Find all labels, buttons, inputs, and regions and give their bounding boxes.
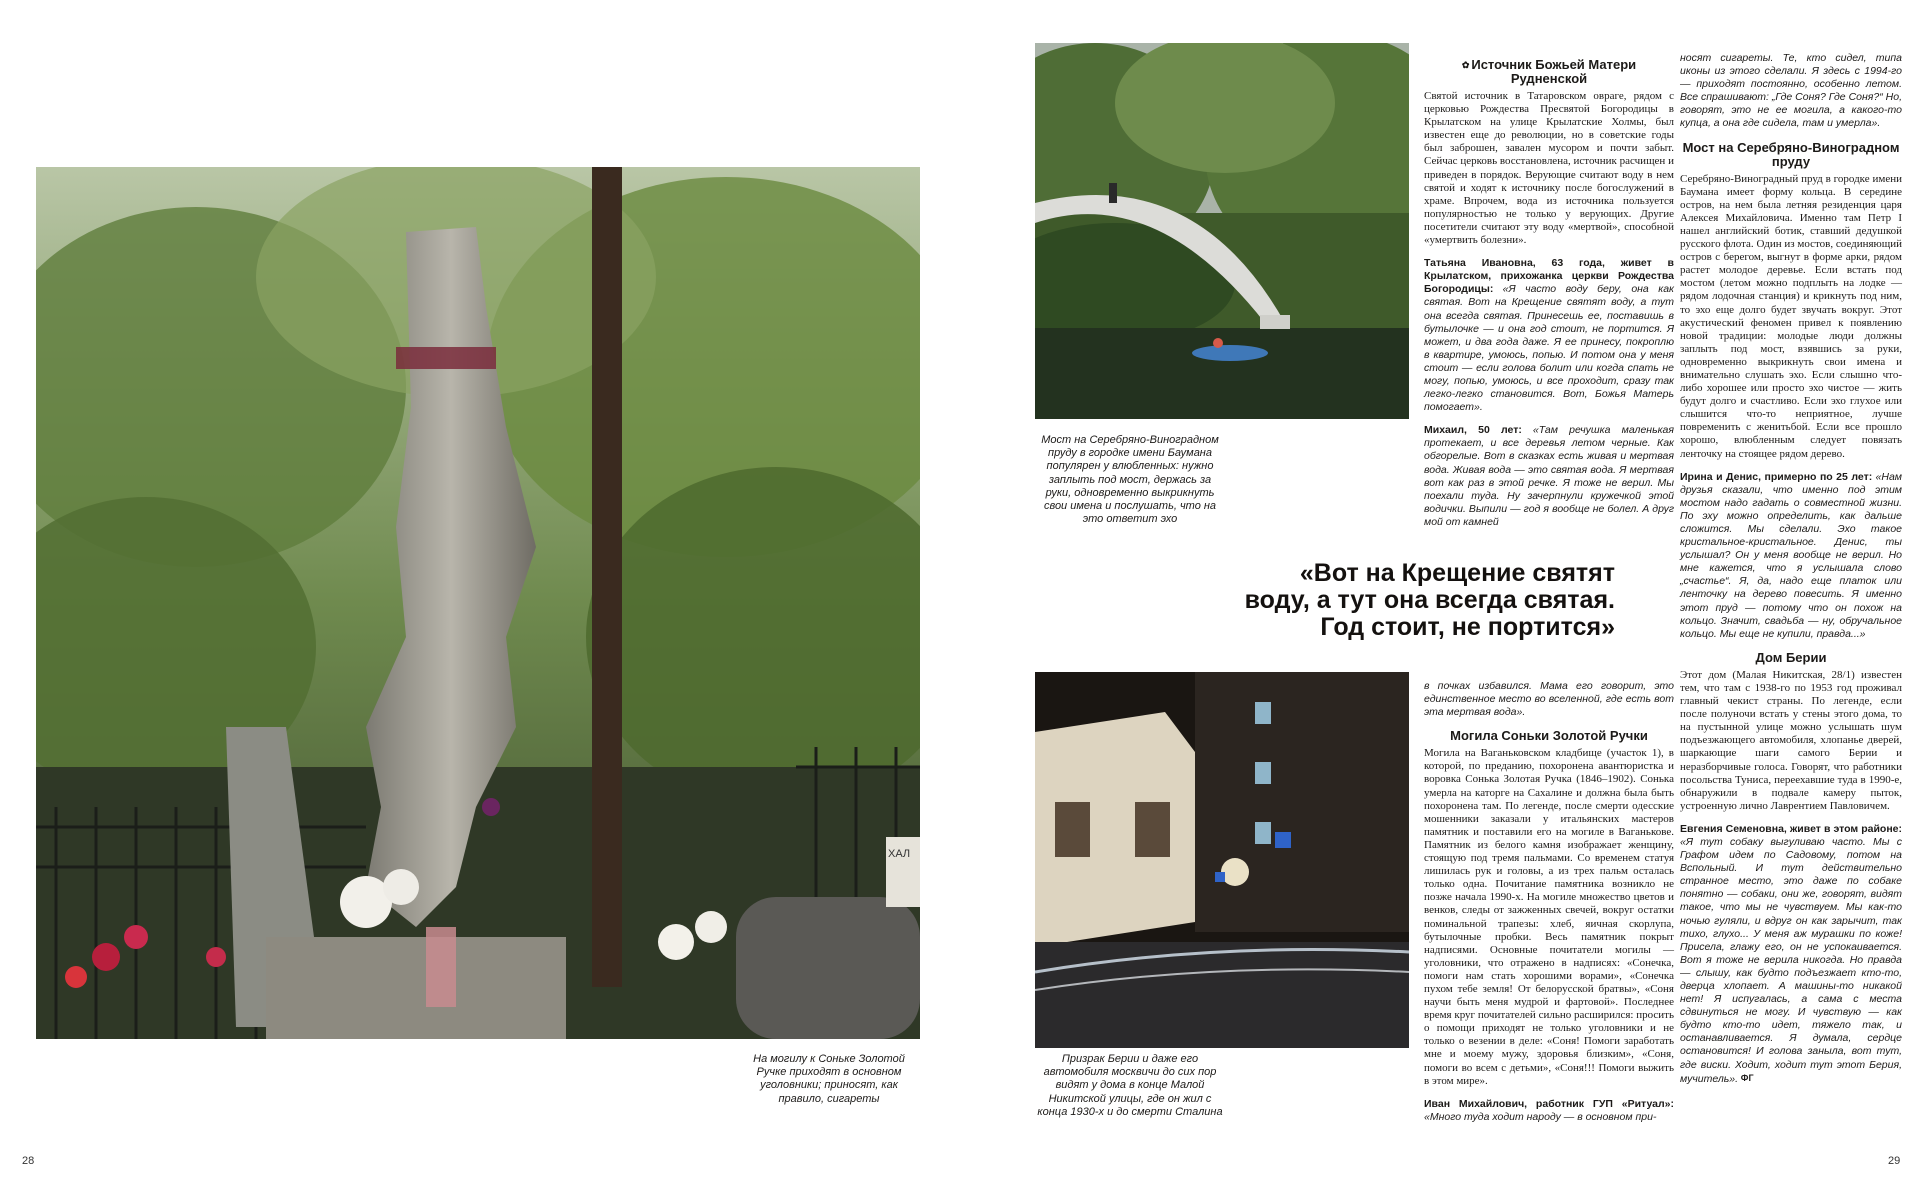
headstone-sign: ХАЛ (888, 848, 911, 860)
pull-quote: «Вот на Крещение святят воду, а тут она всегда святая. Год стоит, не портится» (1244, 559, 1615, 641)
quote-evgenia (1680, 823, 1902, 1086)
end-mark-logo: ФГ (1740, 1072, 1754, 1083)
quote-text-ivan: «Много туда ходит народу — в основном при- (1424, 1110, 1657, 1123)
page-number-right: 29 (1888, 1155, 1901, 1167)
heading-source-rudnenskaya: ✿ Источник Божьей Матери Рудненской (1461, 57, 1637, 86)
paragraph-sonka: Могила на Ваганьковском кладбище (участок 1), в которой, по преданию, похоронена авантюристка и воровка Сонька Золотая Ручка (1846–1902). Сонька умерла на каторге на Сахалине и должна была быть похоронена там. По легенде, после смерти одесские мошенники заказали у итальянских мастеров памятник и поставили его на могиле в Ваганькове. Памятник из белого камня изображает женщину, стоящую под тремя пальмами. Со временем статуя лишилась рук и головы, а из трех пальм осталась только одна. Почитание памятника возникло не позже начала 1990-х. На могиле множество цветов и венков, следы от зажженных свечей, вокруг остатки поминальной трапезы: хлеб, яичная скорлупа, бутылочные пробки. Весь памятник покрыт надписями. Основные почитатели могилы — уголовники, что отражено в надписях: «Сонечка, помоги нам стать хорошими ворами», «Сонечка пухом тебе земля! От белорусской братвы», «Соня научи быть меня мудрой и фартовой». Последнее время круг почитателей сильно расширился: просить о помощи приходят не только уголовники и не только о везении в деле: «Соня! Помоги заработать мне и моему мужу, здоровья близким», «Соня, помоги во всем с детьми», «Соня!!! Помоги выжить в этом мире». (1424, 747, 1674, 1087)
page-number-left: 28 (22, 1155, 35, 1167)
paragraph-beria: Этот дом (Малая Никитская, 28/1) известен тем, что там с 1938-го по 1953 год проживал главный чекист страны. По легенде, если после полуночи встать у стены этого дома, то на пустынной улице можно услышать шум подъезжающего автомобиля, хлопанье дверей, шаркающие шаги самого Берии и неразборчивые голоса. Говорят, что работники посольства Туниса, переехавшие туда в 1990-е, обнаружили в подвале камеру пыток, устроенную лично Лаврентием Павловичем. (1680, 668, 1902, 812)
bridge-photo (1035, 43, 1409, 419)
magazine-logo-icon: ✿ (1461, 60, 1470, 70)
house-caption: Призрак Берии и даже его автомобиля москвичи до сих пор видят у дома в конце Малой Никитской улицы, где он жил с конца 1930-х и до смерти Сталина (1037, 1053, 1223, 1118)
speaker-evgenia: Евгения Семеновна, живет в этом районе: (1680, 822, 1902, 835)
quote-text-evgenia: «Я тут собаку выгуливаю часто. Мы с Графом идем по Садовому, потом на Вспольный. И тут действительно странное место, это даже по собаке понятно — собаки, они же, говорят, видят такое, что мы не чувствуем. Мы как-то ночью гуляли, и вдруг он как зарычит, так тихо, глухо... У меня аж мурашки по коже! Присела, глажу его, он не успокаивается. Вот я тоже не верила никогда. Но правда — слышу, как будто подъезжает кто-то, дверца хлопает. А машины-то никакой нет! Я испугалась, а сама с места сдвинуться не могу. И чувствую — как будто кто-то идет, тяжело так, и останавливается. Я думала, сердце остановится! И голова заныла, вот тут, где виски. Ходит, ходит тут этот Берия, мучитель». (1680, 835, 1902, 1085)
quote-mikhail (1424, 424, 1674, 529)
quote-text-mikhail: «Там речушка маленькая протекает, и все деревья летом черные. Как обгорелые. Вот в сказках есть живая и мертвая вода. Живая вода — это святая вода. Я мертвая вот как раз в этой речке. Я тоже не верил. Мы поехали туда. Ну зачерпнули кружечкой этой водички. Выпили — год я вообще не болел. А друг мой от камней (1424, 424, 1675, 528)
quote-mikhail-cont: в почках избавился. Мама его говорит, это единственное место во вселенной, где есть вот эта мертвая вода». (1424, 680, 1674, 719)
article-column-1-lower (1424, 680, 1674, 1134)
quote-text-tatiana: «Я часто воду беру, она как святая. Вот на Крещение святят воду, а тут она всегда святая. Принесешь ее, поставишь в бутылочке — и она год стоит, не портится. Я может, и два года даже. Я ее принесу, покроплю в квартире, умоюсь, попью. И потом она у меня стоит — если голова болит или когда спать не могу, попью, умоюсь, и все проходит, сразу так легко-легко становится. Вот, Божья Матерь помогает». (1424, 283, 1675, 414)
house-photo (1035, 672, 1409, 1048)
quote-ivan (1424, 1098, 1674, 1124)
paragraph-source: Святой источник в Татаровском овраге, рядом с церковью Рождества Пресвятой Богородицы в Крылатском на улице Крылатские Холмы, был известен еще до революции, но в советские годы был заброшен, завален мусором и почти забыт. Сейчас церковь восстановлена, источник расчищен и приведен в порядок. Верующие считают воду в нем святой и ходят к источнику после богослужений в храме. Впрочем, вода из источника пользуется популярностью не только у верующих. Другие посетители считают эту воду «мертвой», способной «умертвить болезни». (1424, 90, 1674, 247)
grave-caption: На могилу к Соньке Золотой Ручке приходят в основном уголовники; приносят, как правило, сигареты (753, 1053, 905, 1105)
speaker-irina: Ирина и Денис, примерно по 25 лет: (1680, 470, 1873, 483)
speaker-mikhail: Михаил, 50 лет: (1424, 424, 1522, 437)
speaker-ivan: Иван Михайлович, работник ГУП «Ритуал»: (1424, 1097, 1674, 1110)
article-column-1 (1424, 52, 1674, 552)
speaker-tatiana: Татьяна Ивановна, 63 года, живет в Крылатском, прихожанка церкви Рождества Богородицы: (1424, 257, 1674, 296)
heading-beria-house: Дом Берии (1755, 649, 1827, 665)
quote-irina (1680, 471, 1902, 641)
bridge-caption: Мост на Серебряно-Виноградном пруду в городке имени Баумана популярен у влюбленных: нужно заплыть под мост, держась за руки, одновременно выкрикнуть свои имена и послушать, что на это ответит эхо (1041, 434, 1219, 526)
article-column-2 (1680, 52, 1902, 1096)
grave-photo (36, 167, 920, 1039)
quote-text-irina: «Нам друзья сказали, что именно под этим мостом надо гадать о совместной жизни. По эху можно определить, как дальше сложится. Мы сделали. Эхо такое кристальное-кристальное. Денис, ты услышал? Он у меня вообще не верил. Но мне кажется, что я услышала слово „счастье“. Я, да, надо еще платок или ленточку на дерево повесить. Я именно этот пруд — потому что он похож на кольцо. Значит, свадьба — ну, обручальное кольцо. Мы еще не купили, правда...» (1680, 470, 1902, 640)
quote-ivan-cont: носят сигареты. Те, кто сидел, типа иконы из этого сделали. Я здесь с 1994-го — приходят постоянно, особенно летом. Все спрашивают: „Где Соня? Где Соня?“ Но, говорят, это не ее могила, а какого-то купца, а она где сидела, там и умерла». (1680, 52, 1902, 130)
quote-tatiana (1424, 257, 1674, 414)
heading-bridge: Мост на Серебряно-Виноградном пруду (1682, 139, 1900, 169)
heading-sonka-grave: Могила Соньки Золотой Ручки (1450, 728, 1648, 744)
paragraph-bridge: Серебряно-Виноградный пруд в городке имени Баумана имеет форму кольца. В середине остров, на нем была летняя резиденция царя Алексея Михайловича. Именно там Петр I нашел английский ботик, ставший дедушкой русского флота. Один из мостов, соединяющий остров с берегом, выгнут в форме арки, рядом растет молодое деревье. Если встать под мостом (летом можно подплыть на лодке — рядом лодочная станция) и крикнуть под ним, то эхо еще долго будет звучать вокруг. Этот акустический феномен привел к появлению новой традиции: молодые люди должны заплыть под мост, взявшись за руки, одновременно выкрикнуть свои имена и внимательно слушать эхо. Если слышно что-либо хорошее или просто эхо чистое — жить будут долго и счастливо. Если эхо глухое или слышится что-то неприятное, лучше повременить с женитьбой. Если все прошло хорошо, влюбленным следует повязать ленточку на стоящее рядом дерево. (1680, 172, 1902, 460)
